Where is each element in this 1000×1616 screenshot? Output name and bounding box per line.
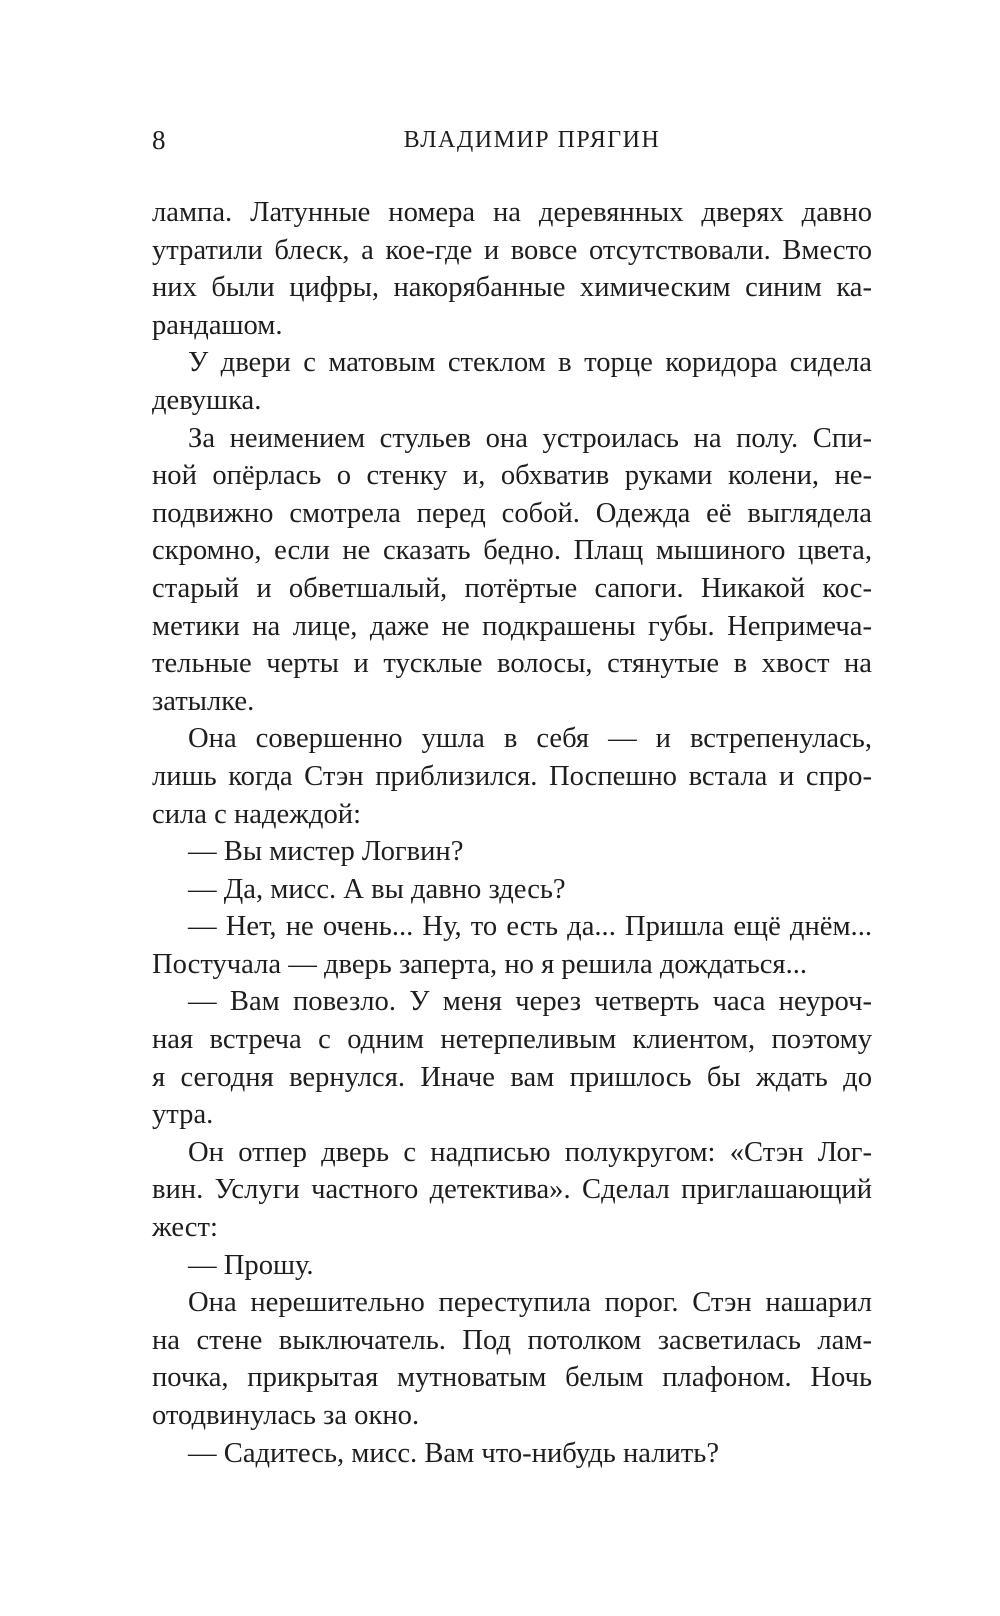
text-line: Постучала — дверь заперта, но я решила дождаться... [152, 948, 808, 980]
text-line: лампа. Латунные номера на деревянных дверях давно [152, 197, 872, 228]
running-title: ВЛАДИМИР ПРЯГИН [403, 127, 661, 153]
text-line: девушка. [152, 384, 262, 416]
text-line: вин. Услуги частного детектива». Сделал приглашающий [152, 1174, 872, 1206]
text-line: на стене выключатель. Под потолком засветилась лам- [152, 1324, 872, 1356]
text-line: — Вам повезло. У меня через четверть часа неуроч- [188, 986, 872, 1018]
text-line: них были цифры, накорябанные химическим синим ка- [152, 272, 872, 304]
text-line: рандашом. [152, 309, 283, 341]
text-line: утратили блеск, а кое-где и вовсе отсутствовали. Вместо [152, 234, 872, 266]
text-line: я сегодня вернулся. Иначе вам пришлось бы ждать до [152, 1061, 872, 1093]
text-line: За неимением стульев она устроилась на полу. Спи- [188, 422, 872, 454]
text-line: У двери с матовым стеклом в торце коридора сидела [188, 347, 872, 379]
text-line: — Садитесь, мисс. Вам что-нибудь налить? [188, 1437, 720, 1469]
page-header [152, 118, 872, 162]
text-line: Она нерешительно переступила порог. Стэн нашарил [188, 1287, 872, 1319]
text-line: затылке. [152, 685, 255, 717]
text-line: утра. [152, 1099, 214, 1131]
text-line: Он отпер дверь с надписью полукругом: «Стэн Лог- [188, 1136, 872, 1168]
text-line: — Вы мистер Логвин? [188, 836, 464, 868]
text-line: — Прошу. [188, 1249, 314, 1281]
text-line: — Нет, не очень... Ну, то есть да... Пришла ещё днём... [188, 911, 872, 943]
text-line: сила с надеждой: [152, 798, 362, 830]
text-line: тельные черты и тусклые волосы, стянутые в хвост на [152, 648, 872, 680]
text-line: Она совершенно ушла в себя — и встрепенулась, [188, 723, 872, 755]
text-line: отодвинулась за окно. [152, 1400, 420, 1431]
page-number: 8 [152, 125, 166, 155]
body-text [152, 194, 872, 1472]
text-line: метики на лице, даже не подкрашены губы. Непримеча- [152, 610, 872, 642]
text-line: жест: [152, 1212, 218, 1244]
text-line: — Да, мисс. А вы давно здесь? [188, 873, 566, 905]
text-line: почка, прикрытая мутноватым белым плафоном. Ночь [152, 1362, 872, 1394]
text-line: ная встреча с одним нетерпеливым клиентом, поэтому [152, 1024, 872, 1056]
text-line: ной опёрлась о стенку и, обхватив руками колени, не- [152, 460, 872, 492]
text-line: подвижно смотрела перед собой. Одежда её выглядела [152, 497, 872, 529]
text-line: лишь когда Стэн приблизился. Поспешно встала и спро- [152, 760, 872, 792]
text-line: старый и обветшалый, потёртые сапоги. Никакой кос- [152, 572, 872, 604]
text-line: скромно, если не сказать бедно. Плащ мышиного цвета, [152, 535, 872, 567]
